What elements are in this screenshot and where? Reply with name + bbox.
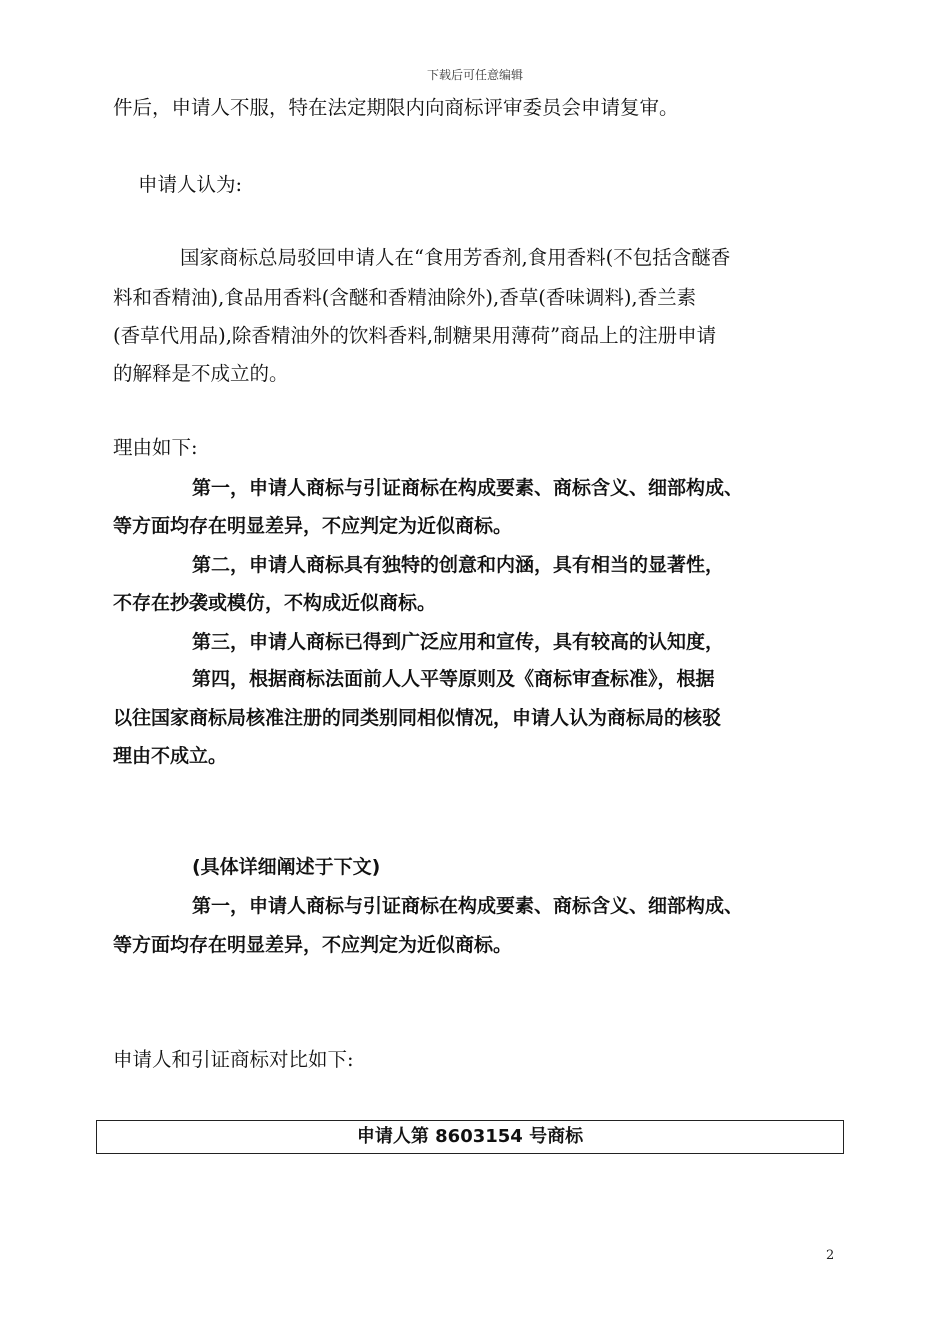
paragraph-line: 的解释是不成立的。 — [113, 362, 289, 385]
section-heading: 理由如下: — [113, 436, 198, 459]
detail-line: (具体详细阐述于下文) — [192, 856, 381, 878]
trademark-table-header — [96, 1120, 844, 1154]
paragraph-line: (香草代用品),除香精油外的饮料香料,制糖果用薄荷”商品上的注册申请 — [113, 324, 717, 347]
page-number: 2 — [826, 1248, 835, 1263]
reason-line: 第三，申请人商标已得到广泛应用和宣传，具有较高的认知度， — [192, 631, 725, 653]
reason-line: 第二，申请人商标具有独特的创意和内涵，具有相当的显著性， — [192, 554, 725, 576]
detail-line: 等方面均存在明显差异，不应判定为近似商标。 — [113, 934, 513, 956]
detail-line: 第一，申请人商标与引证商标在构成要素、商标含义、细部构成、 — [192, 895, 744, 917]
paragraph-line: 件后，申请人不服，特在法定期限内向商标评审委员会申请复审。 — [113, 96, 679, 119]
reason-line: 等方面均存在明显差异，不应判定为近似商标。 — [113, 515, 513, 537]
comparison-intro: 申请人和引证商标对比如下: — [113, 1048, 354, 1071]
reason-line: 第四，根据商标法面前人人平等原则及《商标审查标准》，根据 — [192, 668, 715, 690]
page-header-note: 下载后可任意编辑 — [426, 68, 523, 82]
reason-line: 不存在抄袭或模仿，不构成近似商标。 — [113, 592, 437, 614]
reason-line: 以往国家商标局核准注册的同类别同相似情况，申请人认为商标局的核驳 — [113, 707, 722, 729]
reason-line: 理由不成立。 — [113, 745, 228, 767]
paragraph-line: 料和香精油),食品用香料(含醚和香精油除外),香草(香味调料),香兰素 — [113, 286, 697, 309]
paragraph-line: 申请人认为: — [138, 173, 243, 196]
paragraph-line: 国家商标总局驳回申请人在“食用芳香剂,食用香料(不包括含醚香 — [180, 246, 731, 269]
reason-line: 第一，申请人商标与引证商标在构成要素、商标含义、细部构成、 — [192, 477, 744, 499]
trademark-label: 申请人第 8603154 号商标 — [356, 1126, 584, 1147]
